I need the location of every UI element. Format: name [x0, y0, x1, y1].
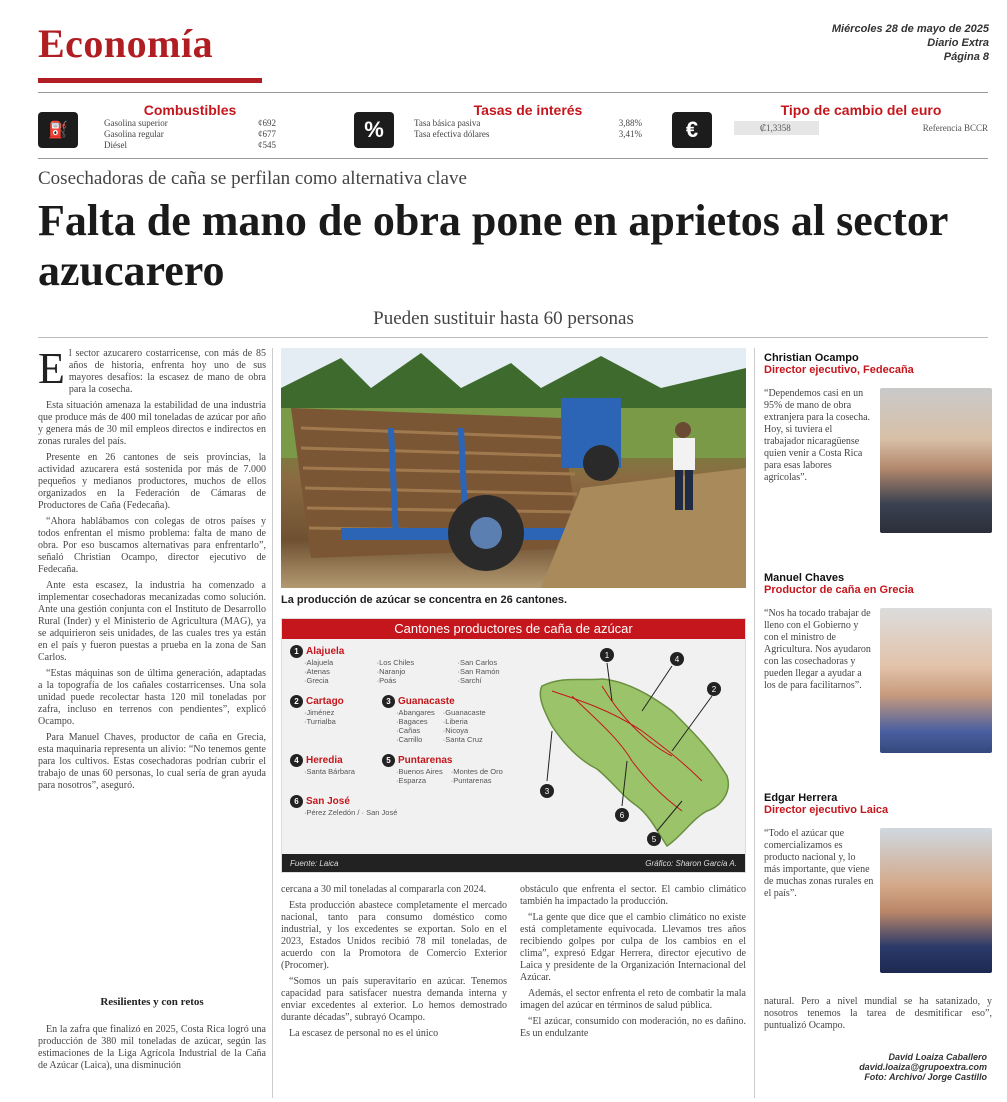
fuel-row: Gasolina superior ¢692: [104, 118, 276, 128]
page-number: Página 8: [943, 51, 989, 63]
dateline: [832, 22, 989, 64]
body-rule: [38, 337, 988, 338]
rates-box: [414, 102, 642, 140]
paragraph: “El azúcar, consumido con moderación, no es dañino. Es un endulzante: [520, 1016, 746, 1039]
map-title: Cantones productores de caña de azúcar: [282, 619, 745, 639]
paragraph: obstáculo que enfrenta el sector. El cambio climático también ha impactado la producción.: [520, 884, 746, 907]
svg-text:1: 1: [604, 651, 610, 660]
province-alajuela: 1 Alajuela ·Alajuela ·Los Chiles ·San Carlos ·Atenas ·Naranjo ·San Ramón ·Grecia ·Poás ·Sarchí: [290, 645, 535, 685]
article-column-2: [281, 884, 507, 1044]
fuel-icon: ⛽: [38, 112, 78, 148]
euro-box: [734, 102, 988, 135]
section-title: Economía: [38, 21, 214, 66]
paragraph: Además, el sector enfrenta el reto de combatir la mala imagen del azúcar en términos de salud pública.: [520, 988, 746, 1011]
paragraph: Para Manuel Chaves, productor de caña en Grecia, esta maquinaria representa un alivio: “No tenemos gente para los cultivos. Estas cosechadoras podrían cubrir el trabajo de unas 60 personas, lo cual sería de gran ayuda para nosotros”, aseguró.: [38, 732, 266, 791]
portrait-photo: [880, 608, 992, 753]
byline: [859, 1052, 987, 1082]
paragraph: Esta situación amenaza la estabilidad de una industria que produce más de 400 mil toneladas de azúcar por año y genera más de 30 mil empleos directos e indirectos en zonas rurales del país.: [38, 400, 266, 447]
dropcap: E: [38, 344, 65, 393]
paragraph: Esta producción abastece completamente el mercado nacional, tanto para consumo doméstico como industrial, y los excedentes se exportan. Solo en el 2023, Estados Unidos recibió 78 mil toneladas, de acuerdo con la Promotora de Comercio Exterior (Procomer).: [281, 900, 507, 971]
photo-illustration: [281, 348, 746, 588]
person-name: Christian Ocampo: [764, 352, 859, 364]
person-quote: “Todo el azúcar que comercializamos es producto nacional y, lo más importante, que viene de muchas zonas rurales en el país”.: [764, 828, 874, 899]
map-marker: [642, 652, 684, 711]
province-guanacaste: 3 Guanacaste ·Abangares ·Guanacaste ·Bagaces ·Liberia ·Cañas ·Nicoya ·Carrillo ·Santa Cruz: [382, 695, 486, 744]
rates-row: Tasa básica pasiva 3,88%: [414, 118, 642, 128]
rates-row: Tasa efectiva dólares 3,41%: [414, 129, 642, 139]
province-san-jose: 6 San José ·Pérez Zeledón / · San José: [290, 795, 535, 817]
paragraph: Presente en 26 cantones de seis provincias, la actividad azucarera está sostenida por más de 7.000 pequeños y medianos productores, muchos de ellos organizados en la Federación de Cámaras de Productores de Caña (Fedecaña).: [38, 452, 266, 511]
article-column-1-tail: [38, 1024, 266, 1076]
svg-text:5: 5: [651, 835, 657, 844]
svg-text:6: 6: [619, 811, 625, 820]
paragraph: natural. Pero a nivel mundial se ha satanizado, y nosotros tenemos la tarea de desmitificar eso”, puntualizó Ocampo.: [764, 996, 992, 1031]
euro-icon: €: [672, 112, 712, 148]
svg-text:3: 3: [544, 787, 550, 796]
province-cartago: 2 Cartago ·Jiménez ·Turrialba: [290, 695, 370, 744]
quote-block-ocampo: [764, 352, 992, 533]
article-column-3: [520, 884, 746, 1044]
paragraph: l sector azucarero costarricense, con más de 85 años de historia, enfrenta hoy uno de sus mayores desafíos: la escasez de mano de obra para la cosecha.: [68, 348, 266, 395]
euro-value: ₡1,3358: [734, 121, 819, 135]
portrait-photo: [880, 388, 992, 533]
person-role: Director ejecutivo, Fedecaña: [764, 364, 914, 376]
paper-name: Diario Extra: [927, 37, 989, 49]
costa-rica-map: [532, 641, 744, 855]
paragraph: La escasez de personal no es el único: [289, 1028, 439, 1039]
svg-text:4: 4: [674, 655, 680, 664]
person-name: Manuel Chaves: [764, 572, 845, 584]
photo-caption: La producción de azúcar se concentra en 26 cantones.: [281, 594, 568, 606]
map-credit: Gráfico: Sharon García A.: [645, 858, 737, 868]
section-underline: [38, 78, 262, 83]
column-divider: [754, 348, 755, 1098]
paragraph: “La gente que dice que el cambio climático no existe está completamente equivocada. Llevamos tres años recibiendo golpes por culpa de los cambios en el clima”, expresó Edgar Herrera, director ejecutivo de Laica y presidente de la Organización Internacional del Azúcar.: [520, 912, 746, 983]
svg-text:2: 2: [711, 685, 717, 694]
person-role: Productor de caña en Grecia: [764, 584, 914, 596]
date: Miércoles 28 de mayo de 2025: [831, 23, 989, 35]
column-divider: [272, 348, 273, 1098]
person-name: Edgar Herrera: [764, 792, 838, 804]
kicker: Cosechadoras de caña se perfilan como alternativa clave: [38, 168, 467, 189]
percent-icon: %: [354, 112, 394, 148]
paragraph: “Ahora hablábamos con colegas de otros países y todos enfrentan el mismo problema: falta de mano de obra. Por eso buscamos alternativas para enfrentarlo”, señaló Christian Ocampo, director ejecutivo de Fedecaña.: [38, 516, 266, 575]
photo-credit: Foto: Archivo/ Jorge Castillo: [864, 1072, 987, 1082]
fuel-row: Diésel ¢545: [104, 140, 276, 150]
subhead: Pueden sustituir hasta 60 personas: [373, 308, 634, 329]
fuel-row: Gasolina regular ¢677: [104, 129, 276, 139]
header-rule: [38, 92, 988, 93]
map-source: Fuente: Laica: [290, 858, 339, 868]
rates-title: Tasas de interés: [473, 102, 583, 118]
person-quote: “Dependemos casi en un 95% de mano de obra extranjera para la cosecha. Hoy, si tuviera el trabajador nicaragüense quien venir a Costa Rica para esas labores agrícolas”.: [764, 388, 871, 483]
quote-block-herrera: [764, 792, 992, 973]
fuel-title: Combustibles: [143, 102, 237, 118]
person-quote: “Nos ha tocado trabajar de lleno con el Gobierno y con el ministro de Agricultura. Nos ayudaron con las cosechadoras y pueden llegar a ayudar a los de para facilitarnos”.: [764, 608, 871, 691]
province-puntarenas: 5 Puntarenas ·Buenos Aires ·Montes de Oro ·Esparza ·Puntarenas: [382, 754, 503, 785]
author-email[interactable]: david.loaiza@grupoextra.com: [859, 1062, 987, 1072]
sugarcane-harvest-photo: [281, 348, 746, 588]
article-column-1: [38, 344, 266, 796]
article-column-4: [764, 996, 992, 1036]
map-marker: [540, 731, 554, 798]
paragraph: “Somos un país superavitario en azúcar. Tenemos capacidad para satisfacer nuestra demanda interna y enviar excedentes al exterior. Lo hemos demostrado durante décadas”, subrayó Ocampo.: [281, 976, 507, 1023]
paragraph: cercana a 30 mil toneladas al compararla con 2024.: [281, 884, 487, 895]
paragraph: “Estas máquinas son de última generación, adaptadas a la topografía de los cañales costarricenses. Una sola unidad puede recolectar hasta 120 mil toneladas por zafra, incluso en terrenos con pendientes”, explicó Ocampo.: [38, 668, 266, 727]
province-list: [290, 645, 535, 817]
fuel-box: [104, 102, 276, 151]
euro-title: Tipo de cambio del euro: [780, 102, 942, 118]
markets-rule: [38, 158, 988, 159]
author-name: David Loaiza Caballero: [888, 1052, 987, 1062]
map-infographic: [281, 618, 746, 873]
map-footer: [282, 854, 745, 872]
headline: Falta de mano de obra pone en aprietos al sector azucarero: [38, 196, 948, 295]
person-role: Director ejecutivo Laica: [764, 804, 889, 816]
quote-block-chaves: [764, 572, 992, 753]
subheading: Resilientes y con retos: [100, 996, 204, 1008]
province-heredia: 4 Heredia ·Santa Bárbara: [290, 754, 370, 785]
paragraph: Ante esta escasez, la industria ha comenzado a implementar cosechadoras mecanizadas como solución. Ante una gestión conjunta con el Instituto de Desarrollo Rural (Inder) y el Ministerio de Agricultura (MAG), ya se adquirieron seis unidades, de las cuales tres ya están en el país y fueron puestas a prueba en la zona de San Carlos.: [38, 580, 266, 663]
euro-ref: Referencia BCCR: [922, 123, 988, 133]
paragraph: En la zafra que finalizó en 2025, Costa Rica logró una producción de 380 mil toneladas de azúcar, según las estimaciones de la Liga Agrícola Industrial de la Caña de Azúcar (Laica), una disminución: [38, 1024, 266, 1071]
portrait-photo: [880, 828, 992, 973]
